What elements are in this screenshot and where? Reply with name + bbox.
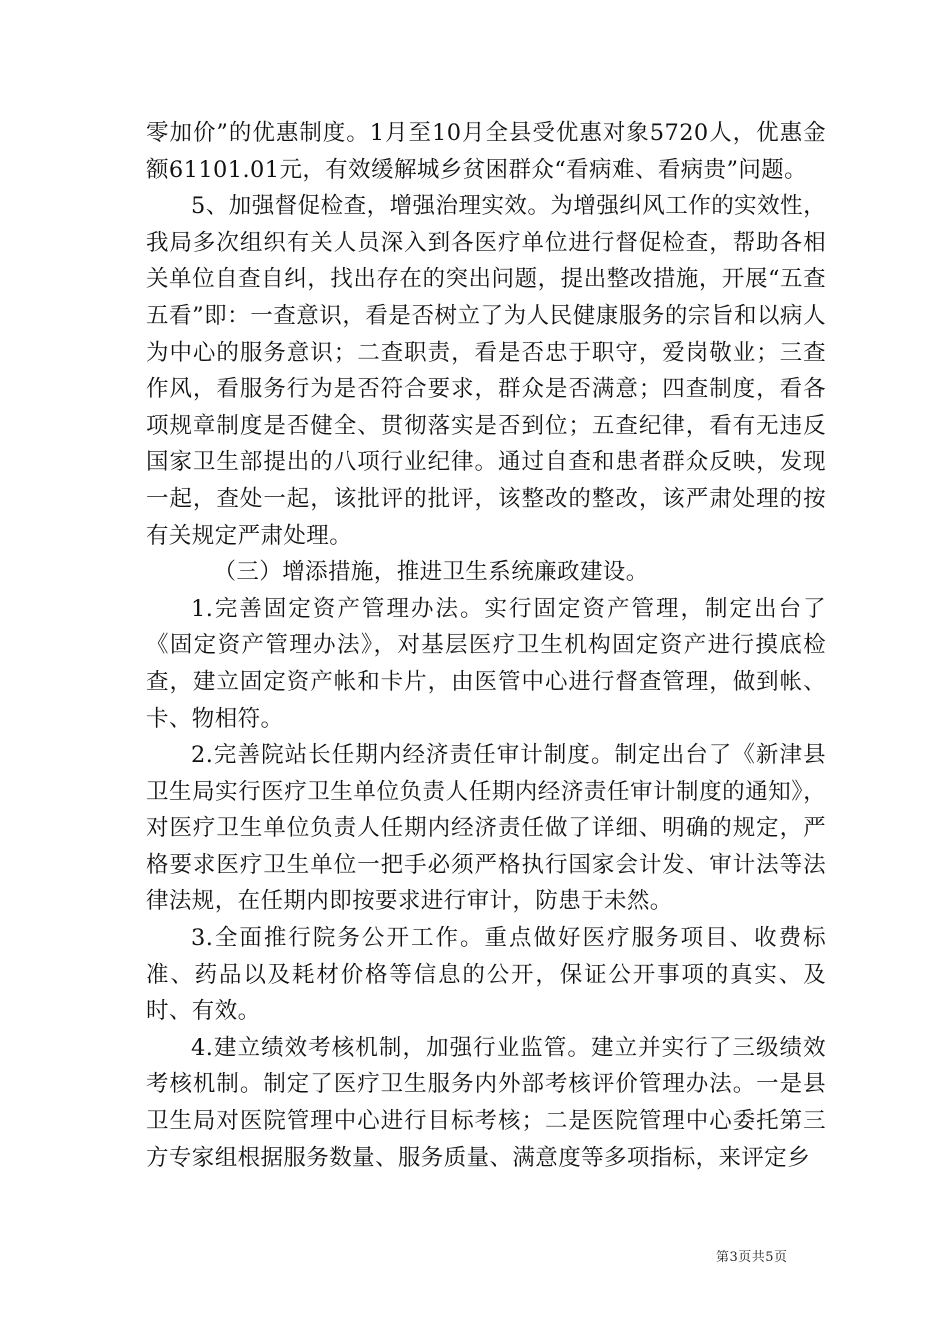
- paragraph-continuation: 零加价”的优惠制度。1月至10月全县受优惠对象5720人，优惠金额61101.01元，有效缓解城乡贫困群众“看病难、看病贵”问题。: [146, 120, 826, 183]
- page-number-footer: 第3页共5页: [716, 1250, 788, 1265]
- document-body: [146, 115, 826, 1176]
- paragraph-performance-assessment: 4.建立绩效考核机制，加强行业监管。建立并实行了三级绩效考核机制。制定了医疗卫生服务内外部考核评价管理办法。一是县卫生局对医院管理中心进行目标考核；二是医院管理中心委托第三方专家组根据服务数量、服务质量、满意度等多项指标，来评定乡: [146, 1034, 826, 1171]
- paragraph-supervision-inspection: 5、加强督促检查，增强治理实效。为增强纠风工作的实效性，我局多次组织有关人员深入到各医疗单位进行督促检查，帮助各相关单位自查自纠，找出存在的突出问题，提出整改措施，开展“五查五看”即：一查意识，看是否树立了为人民健康服务的宗旨和以病人为中心的服务意识；二查职责，看是否忠于职守，爱岗敬业；三查作风，看服务行为是否符合要求，群众是否满意；四查制度，看各项规章制度是否健全、贯彻落实是否到位；五查纪律，看有无违反国家卫生部提出的八项行业纪律。通过自查和患者群众反映，发现一起，查处一起，该批评的批评，该整改的整改，该严肃处理的按有关规定严肃处理。: [146, 193, 826, 549]
- paragraph-fixed-assets: 1.完善固定资产管理办法。实行固定资产管理，制定出台了《固定资产管理办法》，对基层医疗卫生机构固定资产进行摸底检查，建立固定资产帐和卡片，由医管中心进行督查管理，做到帐、卡、物相符。: [146, 595, 826, 732]
- section-heading-anti-corruption: （三）增添措施，推进卫生系统廉政建设。: [213, 559, 649, 586]
- paragraph-hospital-affairs-disclosure: 3.全面推行院务公开工作。重点做好医疗服务项目、收费标准、药品以及耗材价格等信息的公开，保证公开事项的真实、及时、有效。: [146, 925, 826, 1025]
- paragraph-economic-audit: 2.完善院站长任期内经济责任审计制度。制定出台了《新津县卫生局实行医疗卫生单位负责人任期内经济责任审计制度的通知》，对医疗卫生单位负责人任期内经济责任做了详细、明确的规定，严格要求医疗卫生单位一把手必须严格执行国家会计发、审计法等法律法规，在任期内即按要求进行审计，防患于未然。: [146, 742, 826, 915]
